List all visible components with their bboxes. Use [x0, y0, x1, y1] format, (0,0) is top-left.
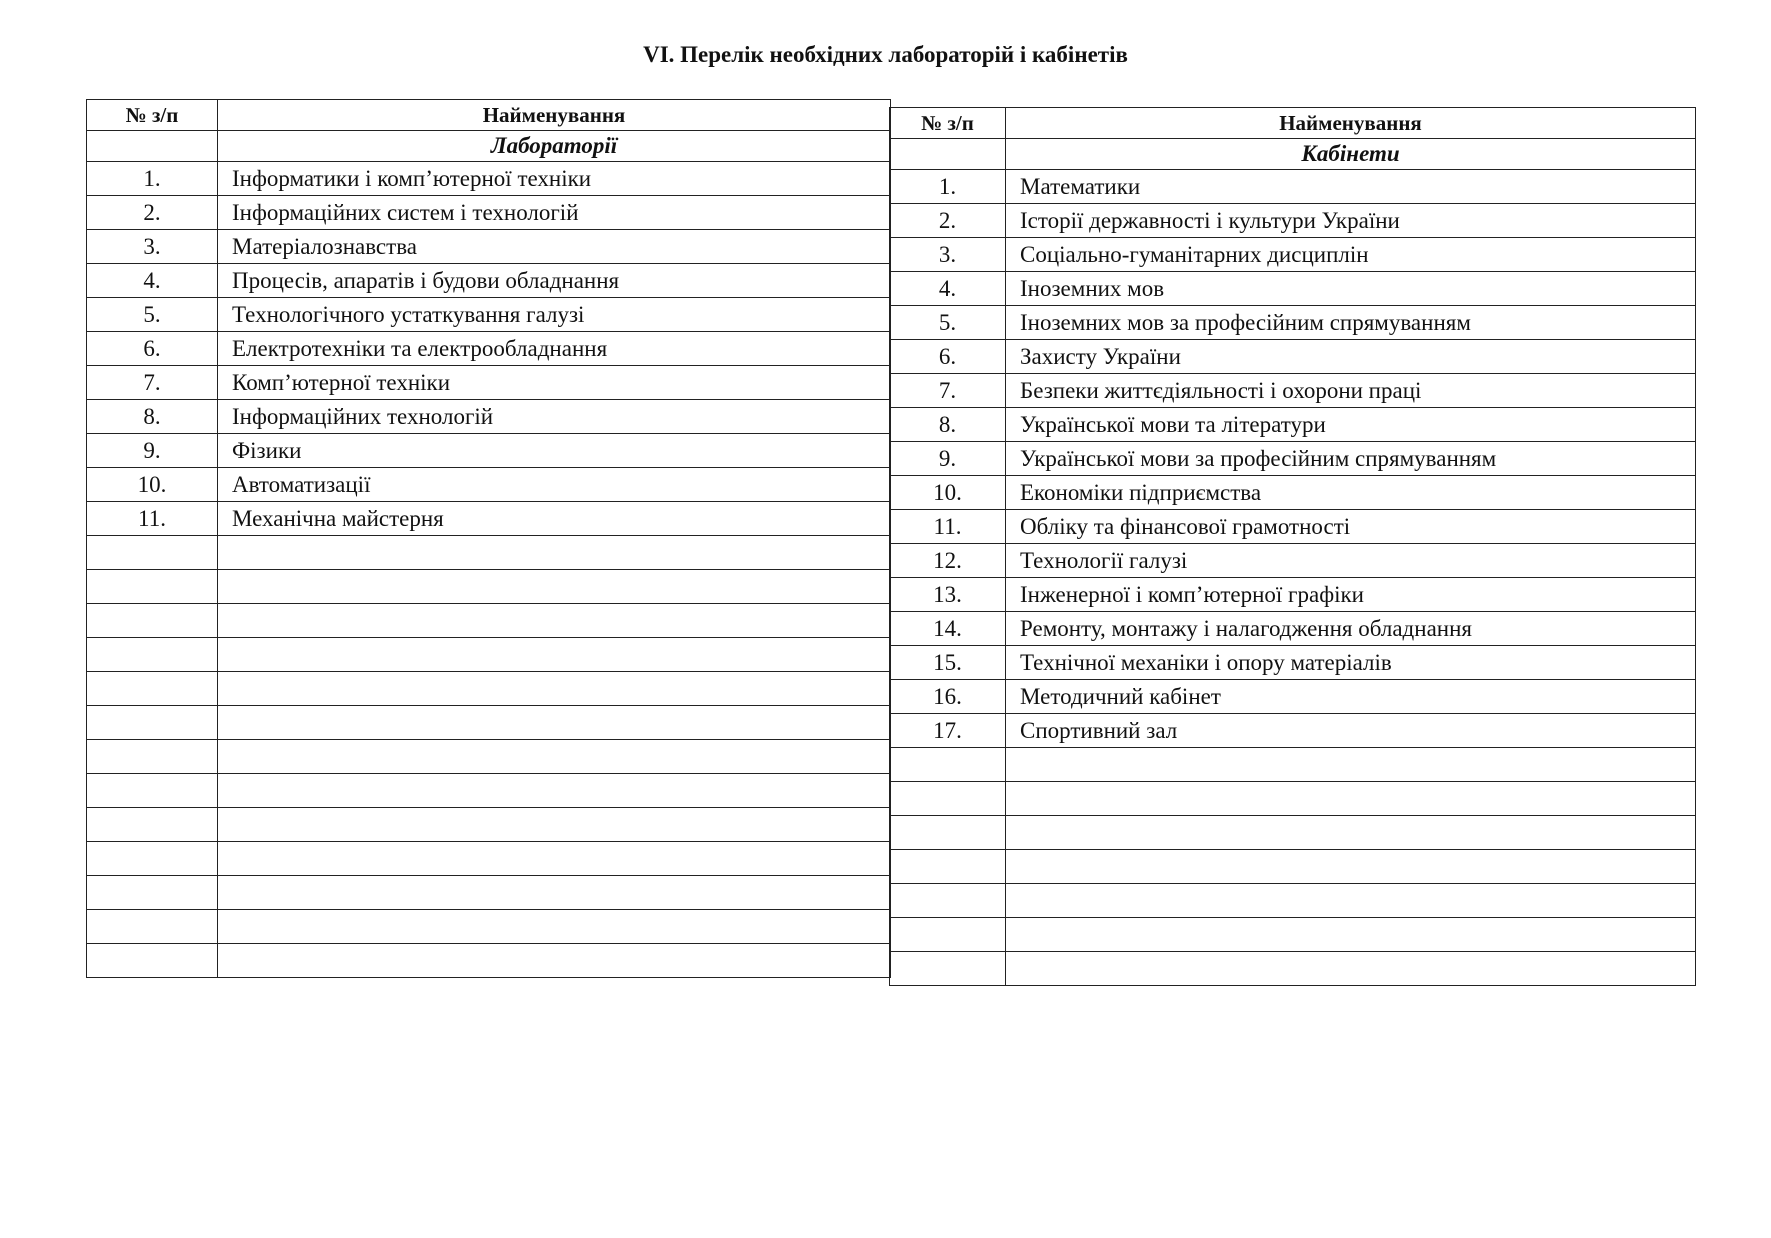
laboratory-row-number: 10. [87, 468, 218, 502]
laboratory-row [87, 162, 891, 196]
cabinet-row [890, 340, 1696, 374]
cabinets-section-row [890, 139, 1696, 170]
laboratory-row-number [87, 944, 218, 978]
laboratory-row [87, 842, 891, 876]
cabinet-row-number: 11. [890, 510, 1006, 544]
cabinets-table [889, 107, 1696, 986]
section-label-cabinets: Кабінети [1006, 139, 1696, 170]
laboratory-row-name: Фізики [218, 434, 891, 468]
cabinet-row [890, 238, 1696, 272]
header-num: № з/п [890, 108, 1006, 139]
laboratories-section-row [87, 131, 891, 162]
cabinet-row [890, 714, 1696, 748]
laboratory-row-name: Технологічного устаткування галузі [218, 298, 891, 332]
laboratory-row-number: 11. [87, 502, 218, 536]
laboratory-row-name [218, 808, 891, 842]
laboratory-row [87, 366, 891, 400]
cabinets-header-row [890, 108, 1696, 139]
laboratory-row [87, 706, 891, 740]
cabinet-row [890, 272, 1696, 306]
laboratory-row-name [218, 944, 891, 978]
cabinet-row-number [890, 782, 1006, 816]
cabinet-row-name: Української мови за професійним спрямуванням [1006, 442, 1696, 476]
laboratory-row-name [218, 842, 891, 876]
laboratory-row-number: 8. [87, 400, 218, 434]
laboratory-row-name [218, 672, 891, 706]
laboratory-row-number: 6. [87, 332, 218, 366]
laboratory-row [87, 298, 891, 332]
laboratory-row-name [218, 536, 891, 570]
cabinet-row-number [890, 816, 1006, 850]
laboratory-row [87, 672, 891, 706]
laboratory-row-number [87, 672, 218, 706]
cabinet-row-number: 8. [890, 408, 1006, 442]
cabinet-row-name: Технології галузі [1006, 544, 1696, 578]
cabinet-row [890, 170, 1696, 204]
cabinet-row-number: 3. [890, 238, 1006, 272]
cabinet-row [890, 544, 1696, 578]
laboratory-row-name [218, 774, 891, 808]
laboratory-row [87, 196, 891, 230]
laboratory-row-number [87, 604, 218, 638]
cabinet-row [890, 748, 1696, 782]
laboratory-row-name [218, 876, 891, 910]
laboratory-row-name [218, 706, 891, 740]
laboratories-table-body [87, 100, 891, 978]
cabinet-row-name: Математики [1006, 170, 1696, 204]
cabinet-row-number [890, 850, 1006, 884]
laboratory-row [87, 536, 891, 570]
cabinet-row-name [1006, 884, 1696, 918]
laboratory-row [87, 876, 891, 910]
laboratory-row-name: Інформаційних технологій [218, 400, 891, 434]
laboratory-row-number [87, 740, 218, 774]
cabinet-row-number [890, 748, 1006, 782]
cabinet-row-number: 17. [890, 714, 1006, 748]
cabinet-row-number: 2. [890, 204, 1006, 238]
laboratory-row-number: 7. [87, 366, 218, 400]
cabinet-row-number: 16. [890, 680, 1006, 714]
laboratory-row [87, 332, 891, 366]
cabinet-row-name: Обліку та фінансової грамотності [1006, 510, 1696, 544]
laboratory-row-name: Автоматизації [218, 468, 891, 502]
laboratory-row [87, 434, 891, 468]
laboratory-row-number [87, 842, 218, 876]
laboratory-row-name [218, 910, 891, 944]
laboratory-row-name: Інформаційних систем і технологій [218, 196, 891, 230]
cabinet-row-name [1006, 816, 1696, 850]
laboratories-table [86, 99, 891, 978]
laboratory-row-name: Процесів, апаратів і будови обладнання [218, 264, 891, 298]
cabinet-row-name: Економіки підприємства [1006, 476, 1696, 510]
laboratory-row [87, 774, 891, 808]
cabinet-row [890, 952, 1696, 986]
cabinet-row-name: Технічної механіки і опору матеріалів [1006, 646, 1696, 680]
cabinet-row-name: Історії державності і культури України [1006, 204, 1696, 238]
cabinet-row-name [1006, 850, 1696, 884]
cabinet-row-name [1006, 918, 1696, 952]
cabinet-row-name: Соціально-гуманітарних дисциплін [1006, 238, 1696, 272]
laboratory-row-number: 1. [87, 162, 218, 196]
cabinets-table-body [890, 108, 1696, 986]
laboratory-row [87, 910, 891, 944]
section-num-empty [890, 139, 1006, 170]
laboratory-row-number [87, 876, 218, 910]
cabinet-row-name: Захисту України [1006, 340, 1696, 374]
laboratory-row-number [87, 536, 218, 570]
laboratory-row [87, 570, 891, 604]
laboratory-row [87, 944, 891, 978]
cabinet-row [890, 578, 1696, 612]
cabinet-row [890, 884, 1696, 918]
cabinet-row-name: Спортивний зал [1006, 714, 1696, 748]
laboratory-row-number: 9. [87, 434, 218, 468]
laboratory-row-name: Комп’ютерної техніки [218, 366, 891, 400]
laboratory-row-number [87, 808, 218, 842]
cabinet-row [890, 442, 1696, 476]
cabinet-row [890, 306, 1696, 340]
cabinet-row-name: Ремонту, монтажу і налагодження обладнання [1006, 612, 1696, 646]
laboratory-row-number [87, 774, 218, 808]
laboratory-row-number [87, 706, 218, 740]
cabinet-row [890, 850, 1696, 884]
laboratory-row-name: Інформатики і комп’ютерної техніки [218, 162, 891, 196]
laboratory-row-name [218, 638, 891, 672]
cabinet-row-number [890, 918, 1006, 952]
cabinet-row-name [1006, 748, 1696, 782]
cabinet-row-name [1006, 782, 1696, 816]
laboratory-row-number: 5. [87, 298, 218, 332]
laboratory-row [87, 740, 891, 774]
cabinet-row-number: 5. [890, 306, 1006, 340]
cabinet-row-name: Інженерної і комп’ютерної графіки [1006, 578, 1696, 612]
laboratory-row-name [218, 570, 891, 604]
cabinet-row-number: 12. [890, 544, 1006, 578]
cabinet-row [890, 408, 1696, 442]
page-title: VI. Перелік необхідних лабораторій і кабінетів [643, 42, 1128, 67]
laboratory-row-number: 3. [87, 230, 218, 264]
laboratory-row-number: 4. [87, 264, 218, 298]
cabinet-row-number: 4. [890, 272, 1006, 306]
laboratory-row [87, 502, 891, 536]
cabinet-row-number: 13. [890, 578, 1006, 612]
cabinet-row-number: 15. [890, 646, 1006, 680]
header-num: № з/п [87, 100, 218, 131]
cabinet-row [890, 510, 1696, 544]
laboratory-row-name: Електротехніки та електрообладнання [218, 332, 891, 366]
laboratory-row-name [218, 740, 891, 774]
laboratory-row-number: 2. [87, 196, 218, 230]
header-name: Найменування [218, 100, 891, 131]
cabinet-row [890, 612, 1696, 646]
laboratory-row-number [87, 910, 218, 944]
section-label-laboratories: Лабораторії [218, 131, 891, 162]
laboratory-row-name: Матеріалознавства [218, 230, 891, 264]
cabinet-row-name: Методичний кабінет [1006, 680, 1696, 714]
cabinet-row [890, 646, 1696, 680]
laboratory-row [87, 604, 891, 638]
cabinet-row-name: Української мови та літератури [1006, 408, 1696, 442]
cabinet-row [890, 204, 1696, 238]
cabinet-row-name: Іноземних мов [1006, 272, 1696, 306]
laboratory-row [87, 264, 891, 298]
laboratory-row-number [87, 638, 218, 672]
cabinet-row [890, 816, 1696, 850]
cabinet-row-number: 10. [890, 476, 1006, 510]
cabinet-row [890, 374, 1696, 408]
cabinet-row [890, 680, 1696, 714]
laboratory-row [87, 468, 891, 502]
cabinet-row [890, 918, 1696, 952]
laboratory-row-name [218, 604, 891, 638]
cabinet-row [890, 476, 1696, 510]
laboratory-row-number [87, 570, 218, 604]
cabinet-row-number: 9. [890, 442, 1006, 476]
laboratory-row [87, 400, 891, 434]
section-num-empty [87, 131, 218, 162]
cabinet-row-name: Безпеки життєдіяльності і охорони праці [1006, 374, 1696, 408]
cabinet-row-number [890, 884, 1006, 918]
cabinet-row-number: 7. [890, 374, 1006, 408]
cabinet-row-name: Іноземних мов за професійним спрямуванням [1006, 306, 1696, 340]
cabinet-row-number: 6. [890, 340, 1006, 374]
laboratory-row [87, 638, 891, 672]
laboratory-row [87, 808, 891, 842]
laboratory-row [87, 230, 891, 264]
cabinet-row-number: 1. [890, 170, 1006, 204]
cabinet-row-number [890, 952, 1006, 986]
laboratory-row-name: Механічна майстерня [218, 502, 891, 536]
cabinet-row-name [1006, 952, 1696, 986]
cabinet-row [890, 782, 1696, 816]
cabinet-row-number: 14. [890, 612, 1006, 646]
header-name: Найменування [1006, 108, 1696, 139]
laboratories-header-row [87, 100, 891, 131]
